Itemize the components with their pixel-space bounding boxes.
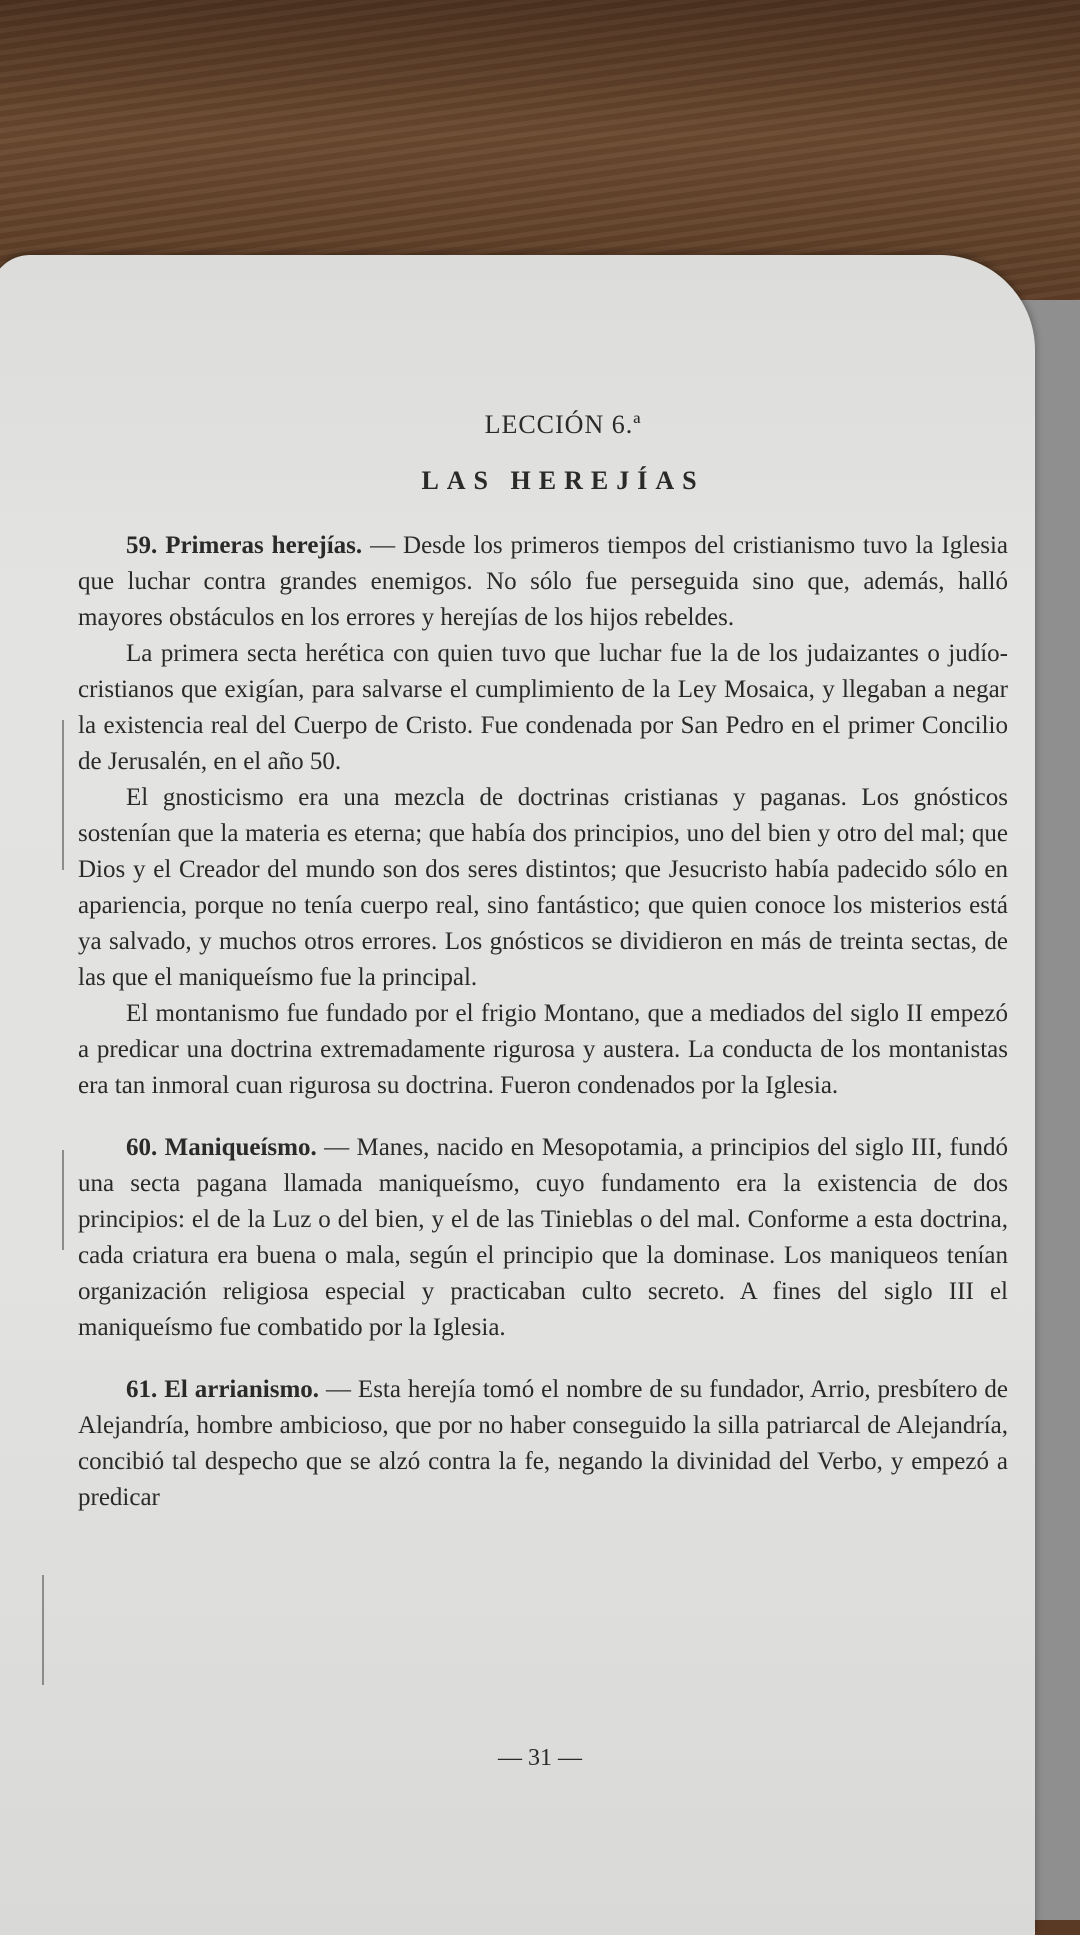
- section-number: 61.: [126, 1376, 158, 1403]
- section-number: 59.: [126, 532, 158, 559]
- section-59-paragraph-1: [78, 528, 1008, 636]
- section-59-paragraph-2: La primera secta herética con quien tuvo que luchar fue la de los judaizantes o judío-cristianos que exigían, para salvarse el cumplimiento de la Ley Mosaica, y llegaban a negar la existencia real del Cuerpo de Cristo. Fue condenada por San Pedro en el primer Concilio de Jerusalén, en el año 50.: [78, 640, 1008, 775]
- lesson-title: LECCIÓN 6.ª: [484, 410, 642, 439]
- section-number: 60.: [126, 1134, 158, 1161]
- page-number: — 31 —: [498, 1745, 582, 1771]
- margin-pencil-mark: [42, 1575, 44, 1685]
- section-59-paragraph-3: El gnosticismo era una mezcla de doctrinas cristianas y paganas. Los gnósticos sostenían que la materia es eterna; que había dos principios, uno del bien y otro del mal; que Dios y el Creador del mundo son dos seres distintos; que Jesucristo había padecido sólo en apariencia, porque no tenía cuerpo real, sino fantástico; que quien conoce los misterios está ya salvado, y muchos otros errores. Los gnósticos se dividieron en más de treinta sectas, de las que el maniqueísmo fue la principal.: [78, 784, 1008, 991]
- section-title: Maniqueísmo.: [164, 1134, 317, 1161]
- page-content: [78, 410, 1008, 1516]
- section-60-paragraph-1: [78, 1130, 1008, 1346]
- margin-pencil-mark: [62, 720, 64, 870]
- section-title: El arrianismo.: [164, 1376, 320, 1403]
- section-61-paragraph-1: [78, 1372, 1008, 1516]
- section-59-paragraph-4: El montanismo fue fundado por el frigio Montano, que a mediados del siglo II empezó a predicar una doctrina extremadamente rigurosa y austera. La conducta de los montanistas era tan inmoral cuan rigurosa su doctrina. Fueron condenados por la Iglesia.: [78, 1000, 1008, 1099]
- paragraph-text: — Desde los primeros tiempos del cristianismo tuvo la Iglesia que luchar contra grandes enemigos. No sólo fue perseguida sino que, además, halló mayores obstáculos en los errores y herejías de los hijos rebeldes.: [78, 532, 1009, 631]
- paragraph-text: — Manes, nacido en Mesopotamia, a principios del siglo III, fundó una secta pagana llamada maniqueísmo, cuyo fundamento era la existencia de dos principios: el de la Luz o del bien, y el de las Tinieblas o del mal. Conforme a esta doctrina, cada criatura era buena o mala, según el principio que la dominase. Los maniqueos tenían organización religiosa especial y practicaban culto secreto. A fines del siglo III el maniqueísmo fue combatido por la Iglesia.: [78, 1134, 1009, 1341]
- section-title: Primeras herejías.: [165, 532, 363, 559]
- margin-pencil-mark: [62, 1150, 64, 1250]
- paragraph-text: — Esta herejía tomó el nombre de su fundador, Arrio, presbítero de Alejandría, hombre ambicioso, que por no haber conseguido la silla patriarcal de Alejandría, concibió tal despecho que se alzó contra la fe, negando la divinidad del Verbo, y empezó a predicar: [78, 1376, 1009, 1511]
- chapter-heading: LAS HEREJÍAS: [421, 466, 705, 495]
